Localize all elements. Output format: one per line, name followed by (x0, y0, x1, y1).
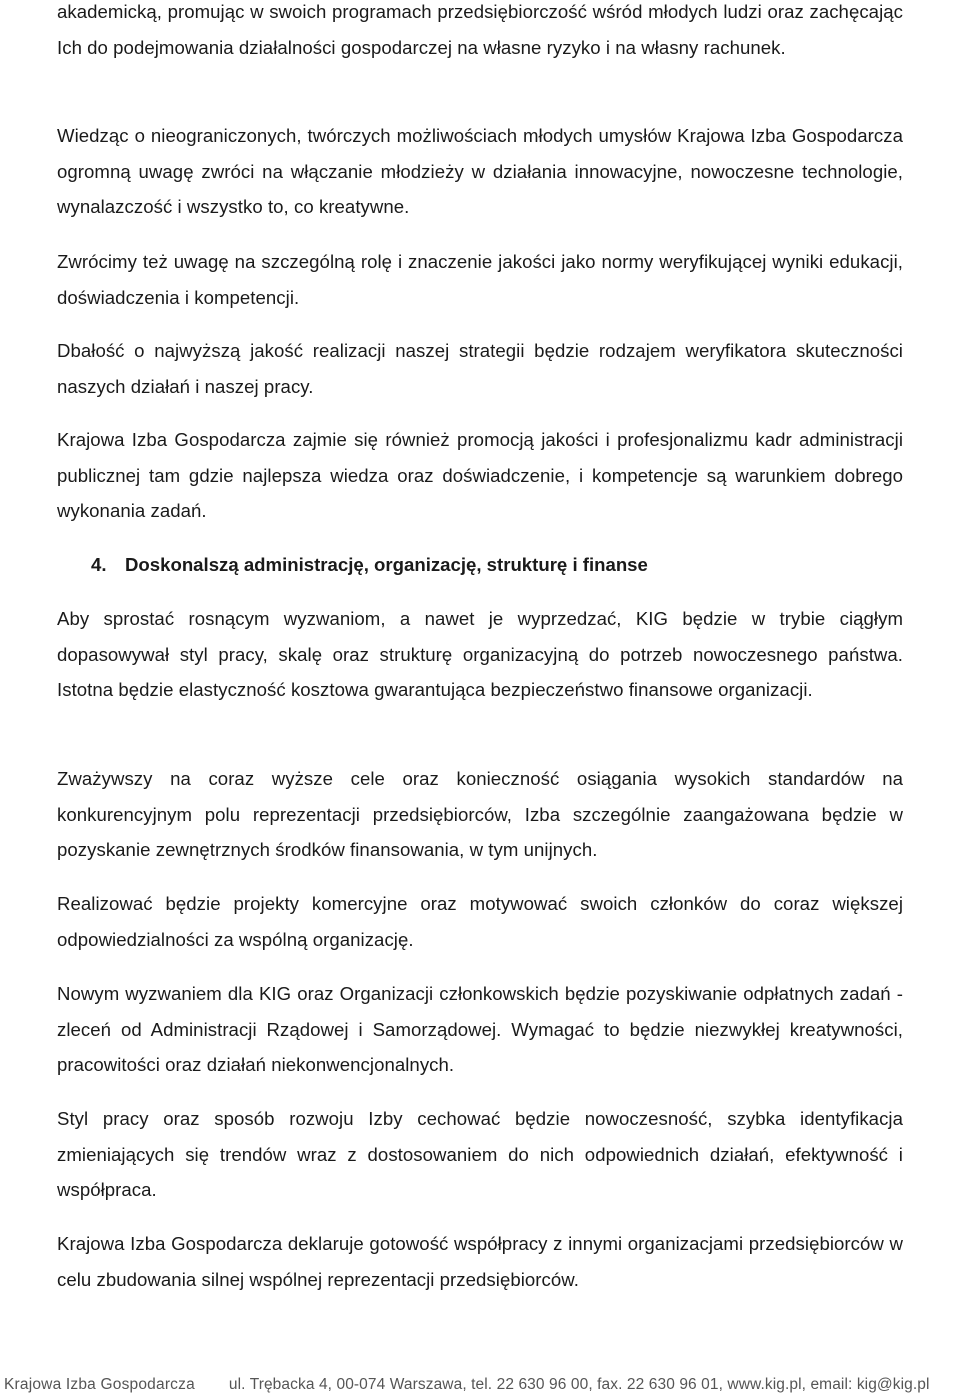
page-footer (0, 1372, 960, 1397)
section-title: Doskonalszą administrację, organizację, strukturę i finanse (125, 554, 648, 575)
paragraph-4: Dbałość o najwyższą jakość realizacji naszej strategii będzie rodzajem weryfikatora skuteczności naszych działań i naszej pracy. (57, 340, 903, 397)
paragraph-2: Wiedząc o nieograniczonych, twórczych możliwościach młodych umysłów Krajowa Izba Gospodarcza ogromną uwagę zwróci na włączanie młodzieży w działania innowacyjne, nowoczesne technologie, wynalazczość i wszystko to, co kreatywne. (57, 125, 903, 218)
section-paragraph-3: Realizować będzie projekty komercyjne oraz motywować swoich członków do coraz większej odpowiedzialności za wspólną organizację. (57, 893, 903, 950)
paragraph-3: Zwrócimy też uwagę na szczególną rolę i znaczenie jakości jako normy weryfikującej wyniki edukacji, doświadczenia i kompetencji. (57, 251, 903, 308)
section-heading (57, 547, 648, 583)
footer-address: ul. Trębacka 4, 00-074 Warszawa, tel. 22 630 96 00, fax. 22 630 96 01, www.kig.pl, email: kig@kig.pl (228, 1375, 930, 1393)
section-paragraph-2: Zważywszy na coraz wyższe cele oraz konieczność osiągania wysokich standardów na konkurencyjnym polu reprezentacji przedsiębiorców, Izba szczególnie zaangażowana będzie w pozyskanie zewnętrznych środków finansowania, w tym unijnych. (57, 768, 903, 861)
footer-organization: Krajowa Izba Gospodarcza (4, 1375, 195, 1393)
paragraph-1: akademicką, promując w swoich programach przedsiębiorczość wśród młodych ludzi oraz zachęcając Ich do podejmowania działalności gospodarczej na własne ryzyko i na własny rachunek. (57, 1, 903, 58)
section-number: 4. (91, 554, 107, 575)
section-paragraph-1: Aby sprostać rosnącym wyzwaniom, a nawet je wyprzedzać, KIG będzie w trybie ciągłym dopasowywał styl pracy, skalę oraz strukturę organizacyjną do potrzeb nowoczesnego państwa. Istotna będzie elastyczność kosztowa gwarantująca bezpieczeństwo finansowe organizacji. (57, 608, 903, 701)
section-paragraph-4: Nowym wyzwaniem dla KIG oraz Organizacji członkowskich będzie pozyskiwanie odpłatnych zadań - zleceń od Administracji Rządowej i Samorządowej. Wymagać to będzie niezwykłej kreatywności, pracowitości oraz działań niekonwencjonalnych. (57, 983, 903, 1076)
section-paragraph-5: Styl pracy oraz sposób rozwoju Izby cechować będzie nowoczesność, szybka identyfikacja zmieniających się trendów wraz z dostosowaniem do nich odpowiednich działań, efektywność i współpraca. (57, 1108, 903, 1201)
paragraph-5: Krajowa Izba Gospodarcza zajmie się również promocją jakości i profesjonalizmu kadr administracji publicznej tam gdzie najlepsza wiedza oraz doświadczenie, i kompetencje są warunkiem dobrego wykonania zadań. (57, 429, 903, 522)
section-paragraph-6: Krajowa Izba Gospodarcza deklaruje gotowość współpracy z innymi organizacjami przedsiębiorców w celu zbudowania silnej wspólnej reprezentacji przedsiębiorców. (57, 1233, 903, 1290)
